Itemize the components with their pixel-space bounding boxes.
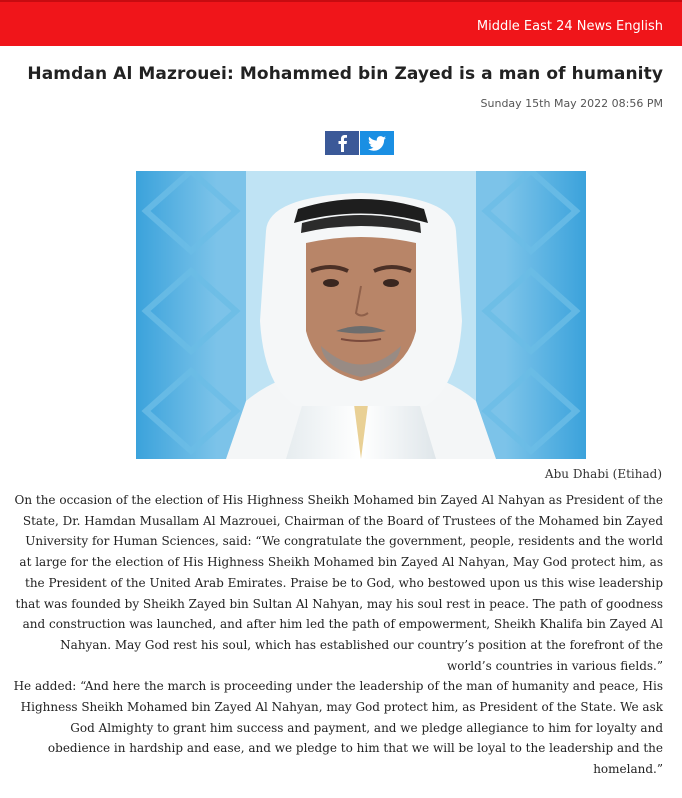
article-date: Sunday 15th May 2022 08:56 PM	[480, 97, 663, 110]
article-photo	[136, 171, 586, 459]
article-title: Hamdan Al Mazrouei: Mohammed bin Zayed is a man of humanity	[27, 64, 663, 84]
facebook-icon	[336, 134, 348, 152]
top-bar	[0, 0, 682, 46]
twitter-share-button[interactable]	[360, 131, 394, 155]
article-paragraph: On the occasion of the election of His Highness Sheikh Mohamed bin Zayed Al Nahyan as President of the State, Dr. Hamdan Musallam Al Mazrouei, Chairman of the Board of Trustees of the Mohamed bin Zayed University for Human Sciences, said: “We congratulate the government, people, residents and the world at large for the election of His Highness Sheikh Mohamed bin Zayed Al Nahyan, May God protect him, as the President of the United Arab Emirates. Praise be to God, who bestowed upon us this wise leadership that was founded by Sheikh Zayed bin Sultan Al Nahyan, may his soul rest in peace. The path of goodness and construction was launched, and after him led the path of empowerment, Sheikh Khalifa bin Zayed Al Nahyan. May God rest his soul, which has established our country’s position at the forefront of the world’s countries in various fields.”	[14, 493, 663, 673]
portrait-image	[136, 171, 586, 459]
article-body	[13, 490, 663, 780]
share-bar	[325, 131, 394, 155]
site-name-link[interactable]: Middle East 24 News English	[476, 19, 663, 34]
twitter-icon	[368, 136, 386, 151]
facebook-share-button[interactable]	[325, 131, 359, 155]
article-paragraph: He added: “And here the march is proceeding under the leadership of the man of humanity and peace, His Highness Sheikh Mohamed bin Zayed Al Nahyan, may God protect him, as President of the State. We ask God Almighty to grant him success and payment, and we pledge allegiance to him for loyalty and obedience in hardship and ease, and we pledge to him that we will be loyal to the leadership and the homeland.”	[13, 679, 663, 777]
image-caption: Abu Dhabi (Etihad)	[544, 467, 662, 481]
